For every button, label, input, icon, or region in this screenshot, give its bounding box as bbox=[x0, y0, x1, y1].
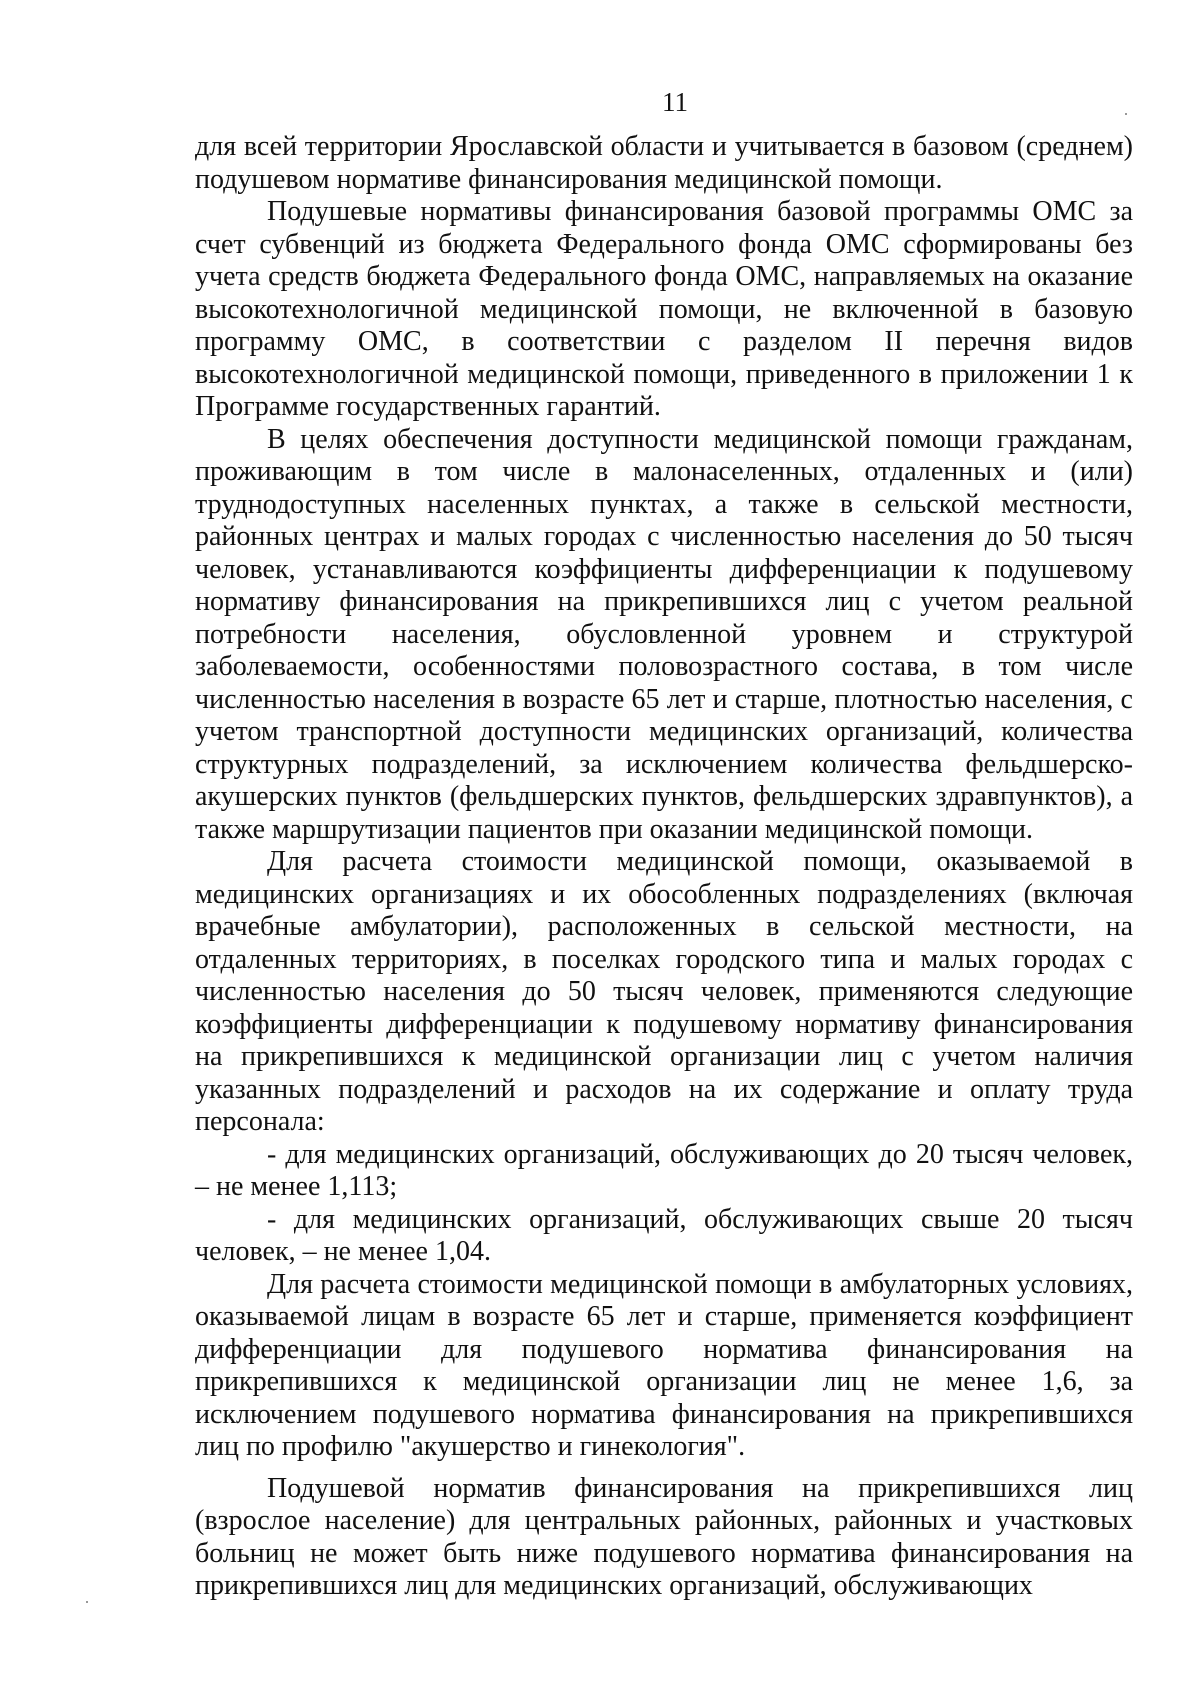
list-item-up-to-20k: - для медицинских организаций, обслуживающих до 20 тысяч человек, – не менее 1,113; bbox=[195, 1138, 1133, 1202]
paragraph-elderly-coefficient: Для расчета стоимости медицинской помощи в амбулаторных условиях, оказываемой лицам в возрасте 65 лет и старше, применяется коэффициент дифференциации для подушевого норматива финансирования на прикрепившихся к медицинской организации лиц не менее 1,6, за исключением подушевого норматива финансирования на прикрепившихся лиц по профилю "акушерство и гинекология". bbox=[195, 1268, 1133, 1462]
paragraph-accessibility: В целях обеспечения доступности медицинской помощи гражданам, проживающим в том числе в малонаселенных, отдаленных и (или) труднодоступных населенных пунктах, а также в сельской местности, районных центрах и малых городах с численностью населения до 50 тысяч человек, устанавливаются коэффициенты дифференциации к подушевому нормативу финансирования на прикрепившихся лиц с учетом реальной потребности населения, обусловленной уровнем и структурой заболеваемости, особенностями половозрастного состава, в том числе численностью населения в возрасте 65 лет и старше, плотностью населения, с учетом транспортной доступности медицинских организаций, количества структурных подразделений, за исключением количества фельдшерско-акушерских пунктов (фельдшерских пунктов, фельдшерских здравпунктов), а также маршрутизации пациентов при оказании медицинской помощи. bbox=[195, 423, 1133, 845]
scan-speck bbox=[1125, 113, 1127, 115]
scan-speck bbox=[86, 1601, 88, 1603]
paragraph-rural-coefficients: Для расчета стоимости медицинской помощи, оказываемой в медицинских организациях и их обособленных подразделениях (включая врачебные амбулатории), расположенных в сельской местности, на отдаленных территориях, в поселках городского типа и малых городах с численностью населения до 50 тысяч человек, применяются следующие коэффициенты дифференциации к подушевому нормативу финансирования на прикрепившихся к медицинской организации лиц с учетом наличия указанных подразделений и расходов на их содержание и оплату труда персонала: bbox=[195, 846, 1133, 1137]
paragraph-continuation: для всей территории Ярославской области и учитывается в базовом (среднем) подушевом нормативе финансирования медицинской помощи. bbox=[195, 131, 1133, 195]
paragraph-per-capita-standards: Подушевые нормативы финансирования базовой программы ОМС за счет субвенций из бюджета Федерального фонда ОМС сформированы без учета средств бюджета Федерального фонда ОМС, направляемых на оказание высокотехнологичной медицинской помощи, не включенной в базовую программу ОМС, в соответствии с разделом II перечня видов высокотехнологичной медицинской помощи, приведенного в приложении 1 к Программе государственных гарантий. bbox=[195, 196, 1133, 422]
paragraph-hospital-standard: Подушевой норматив финансирования на прикрепившихся лиц (взрослое население) для центральных районных, районных и участковых больниц не может быть ниже подушевого норматива финансирования на прикрепившихся лиц для медицинских организаций, обслуживающих bbox=[195, 1472, 1133, 1601]
list-item-over-20k: - для медицинских организаций, обслуживающих свыше 20 тысяч человек, – не менее 1,04. bbox=[195, 1203, 1133, 1267]
document-body bbox=[195, 131, 1133, 1603]
page-number: 11 bbox=[662, 87, 688, 117]
